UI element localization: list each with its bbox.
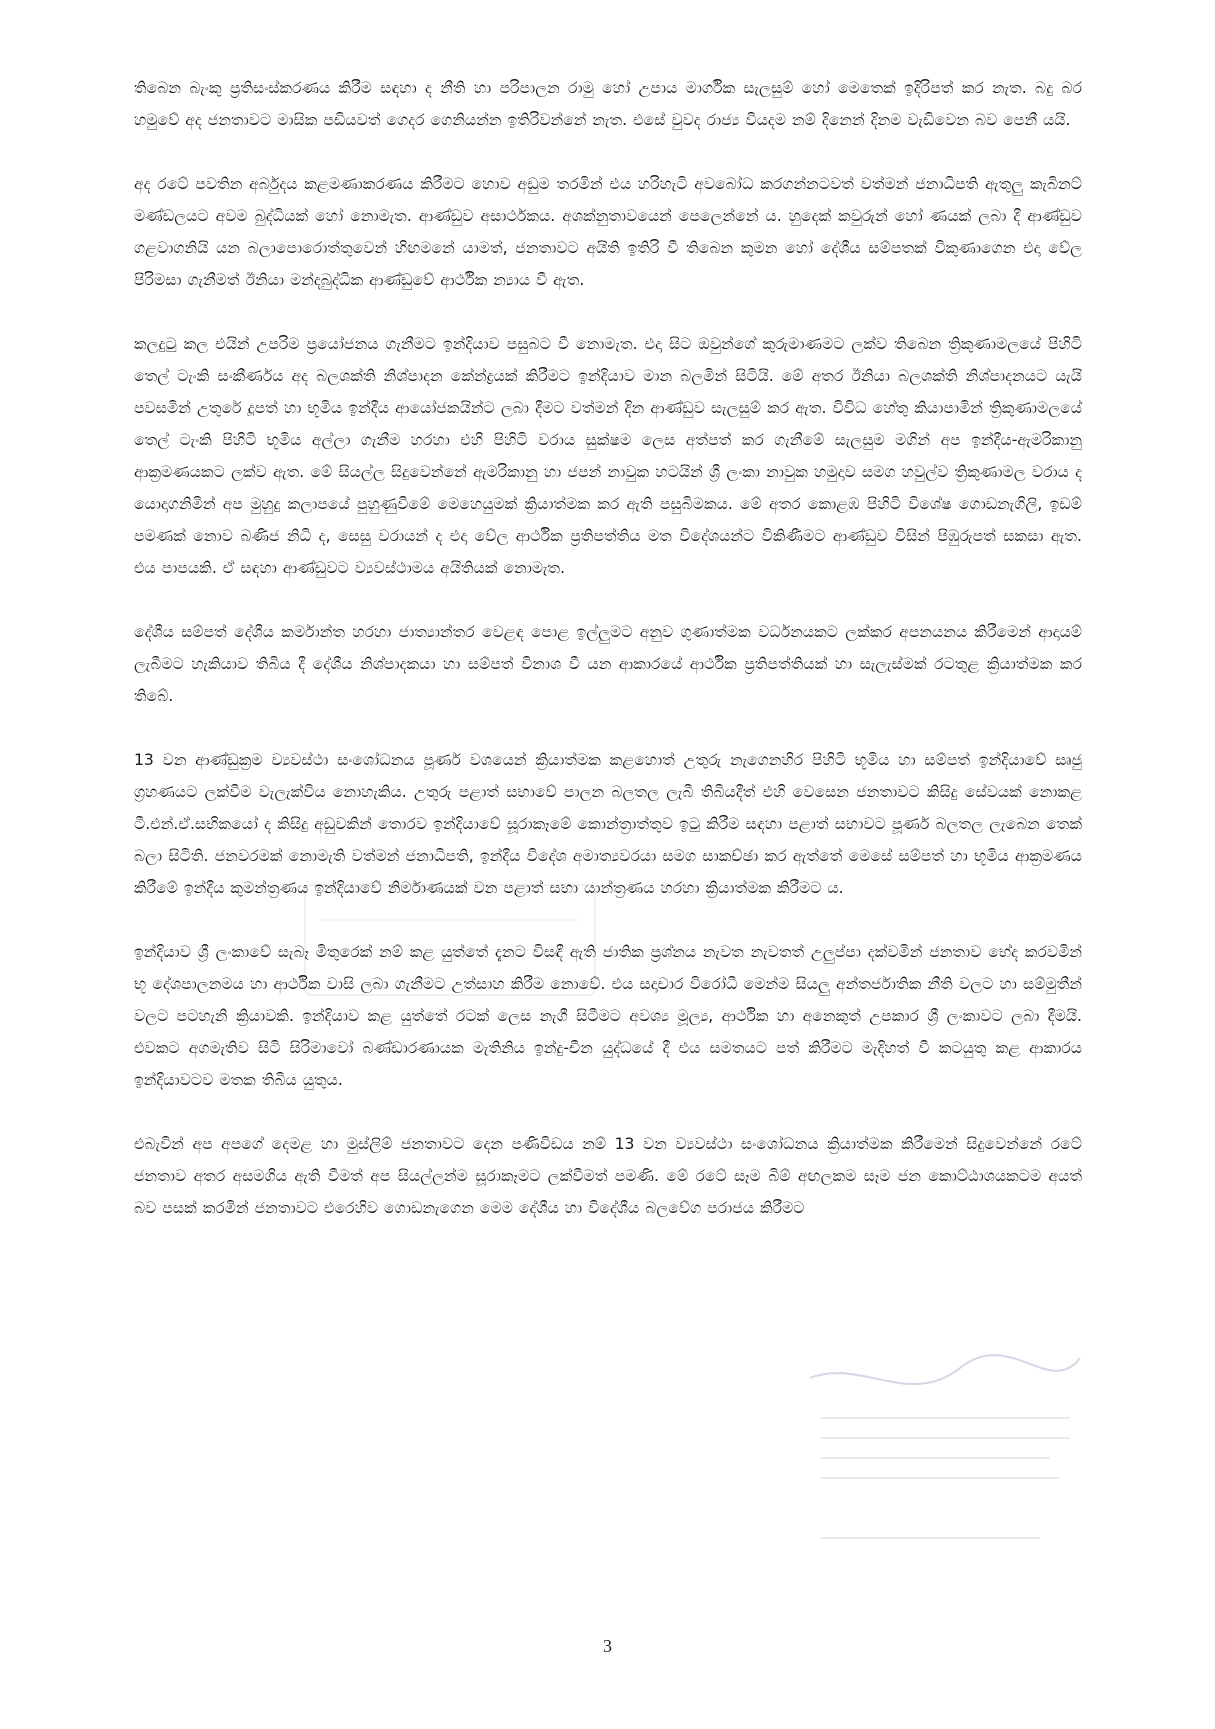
paragraph: තිබෙන බැංකු ප්‍රතිසංස්කරණය කිරීම සඳහා ද නීති හා පරිපාලන රාමු හෝ උපාය මාර්ගික සැලසුම් හෝ මෙතෙක් ඉදිරිපත් කර නැත. බදු බර හමුවේ අද ජනතාවට මාසික පඩියවත් ගෙදර ගෙනියන්න ඉතිරිවන්නේ නැත. එසේ වුවද රාජ්‍ය වියදම නම් දිනෙන් දිනම වැඩිවෙන බව පෙනී යයි. (134, 79, 1082, 129)
paragraph: අද රටේ පවතින අර්බුදය කළමණාකරණය කිරීමට හොව අඩුම තරමින් එය හරිහැටි අවබෝධ කරගන්නටවත් වත්මන් ජනාධිපති ඇතුලු කැබිනට් මණ්ඩලයට අවම බුද්ධියක් හෝ නොමැත. ආණ්ඩුව අසාර්ථකය. අශක්නුතාවයෙන් පෙලෙන්නේ ය. හුදෙක් කවුරුන් හෝ ණයක් ලබා දී ආණ්ඩුව ගළවාගනියි යන බලාපොරොත්තුවෙන් හිඟමනේ යාමත්, ජනතාවට අයිති ඉතිරි වී තිබෙන කුමන හෝ දේශීය සම්පතක් විකුණාගෙන එදා වේල පිරිමසා ගැනීමත් ඊනියා මන්දබුද්ධික ආණ්ඩුවේ ආර්ථික න්‍යාය වී ඇත. (134, 175, 1082, 289)
paragraph: ඉන්දියාව ශ්‍රී ලංකාවේ සැබෑ මිතුරෙක් නම් කළ යුත්තේ දැනට විසඳී ඇති ජාතික ප්‍රශ්නය නැවත නැවතත් උලුප්පා දක්වමින් ජනතාව භේද කරවමින් භූ දේශපාලනමය හා ආර්ථික වාසි ලබා ගැනීමට උත්සාහ කිරීම නොවේ. එය සදාචාර විරෝධී මෙන්ම සියලු අන්තර්ජාතික නීති වලට හා සම්මුතීන් වලට පටහැනි ක්‍රියාවකි. ඉන්දියාව කළ යුත්තේ රටක් ලෙස නැගී සිටීමට අවශ්‍ය මූල්‍ය, ආර්ථික හා අනෙකුත් උපකාර ශ්‍රී ලංකාවට ලබා දීමයි. එවකට අගමැතිව සිටි සිරිමාවෝ බණ්ඩාරණායක මැතිනිය ඉන්දු-චීන යුද්ධයේ දී එය සමතයට පත් කිරීමට මැදිහත් වී කටයුතු කළ ආකාරය ඉන්දියාවටව මතක තිබිය යුතුය. (134, 943, 1082, 1089)
faint-stamp-mark (800, 1338, 1090, 1568)
paragraph: එබැවින් අප අපගේ දෙමළ හා මුස්ලිම් ජනතාවට දෙන පණිවිඩය නම් 13 වන ව්‍යවස්ථා සංශෝධනය ක්‍රියාත්මක කිරීමෙන් සිදුවෙන්නේ රටේ ජනතාව අතර අසමගිය ඇති වීමත් අප සියල්ලන්ම සූරාකෑමට ලක්වීමත් පමණි. මේ රටේ සෑම බිම් අඟලකම සෑම ජන කොට්ඨාශයකටම අයත් බව පසක් කරමින් ජනතාවට එරෙහිව ගොඩනැගෙන මෙම දේශීය හා විදේශීය බලවේග පරාජය කිරීමට (134, 1135, 1082, 1217)
document-body (134, 72, 1082, 1256)
paragraph: දේශීය සම්පත් දේශීය කර්මාන්ත හරහා ජාත්‍යාන්තර වෙළඳ පොළ ඉල්ලුමට අනුව ගුණාත්මක වර්ධනයකට ලක්කර අපනයනය කිරීමෙන් ආදායම් ලැබීමට හැකියාව තිබිය දී දේශීය නිශ්පාදකයා හා සම්පත් විනාශ වී යන ආකාරයේ ආර්ථික ප්‍රතිපත්තියක් හා සැලැස්මක් රටතුළ ක්‍රියාත්මක කර තිබේ. (134, 623, 1082, 705)
page-number: 3 (603, 1636, 612, 1656)
paragraph: කලදුටු කල එයින් උපරිම ප්‍රයෝජනය ගැනීමට ඉන්දියාව පසුබට වී නොමැත. එදා සිට ඔවුන්ගේ කුරුමාණමට ලක්ව තිබෙන ත්‍රිකුණාමලයේ පිහිටි තෙල් ටැංකි සංකීර්ණය අද බලශක්ති නිශ්පාදන කේන්ද්‍රයක් කිරීමට ඉන්දියාව මාන බලමින් සිටියි. මේ අතර ඊනියා බලශක්ති නිශ්පාදනයට යැයි පවසමින් උතුරේ දූපත් හා භූමිය ඉන්දීය ආයෝජකයින්ට ලබා දීමට වත්මන් දින ආණ්ඩුව සැලසුම් කර ඇත. විවිධ හේතු කියාපාමින් ත්‍රිකුණාමලයේ තෙල් ටැංකි පිහිටි භූමිය අල්ලා ගැනීම හරහා එහි පිහිටි වරාය සුක්ෂම ලෙස අත්පත් කර ගැනීමේ සැලසුම මගින් අප ඉන්දීය-ඇමරිකානු ආක්‍රමණයකට ලක්ව ඇත. මේ සියල්ල සිදුවෙන්නේ ඇමරිකානු හා ජපන් නාවුක හටයින් ශ්‍රී ලංකා නාවුක හමුදාව සමග හවුල්ව ත්‍රිකුණාමල වරාය ද යොදාගනිමින් අප මුහුදු කලාපයේ පුහුණුවීමේ මෙහෙයුමක් ක්‍රියාත්මක කර ඇති පසුබිමකය. මේ අතර කොළඹ පිහිටි විශේෂ ගොඩනැගිලි, ඉඩම් පමණක් නොව බණිජ නිධි ද, සෙසු වරායන් ද එදා වේල ආර්ථික ප්‍රතිපත්තිය මත විදේශයන්ට විකිණීමට ආණ්ඩුව විසින් පිඹුරුපත් සකසා ඇත. එය පාපයකි. ඒ සඳහා ආණ්ඩුවට ව්‍යවස්ථාමය අයිතියක් නොමැත. (134, 335, 1082, 577)
paragraph: 13 වන ආණ්ඩුක්‍රම ව්‍යවස්ථා සංශෝධනය පූර්ණ වශයෙන් ක්‍රියාත්මක කළහොත් උතුරු නැගෙනහිර පිහිටි භූමිය හා සම්පත් ඉන්දියාවේ සෘජු ග්‍රහණයට ලක්වීම වැලැක්විය නොහැකිය. උතුරු පළාත් සභාවේ පාලන බලතල ලැබී තිබියදීත් එහි වෙසෙන ජනතාවට කිසිදු සේවයක් නොකළ ටී.එන්.ඒ.සභිකයෝ ද කිසිදු අඩුවකින් තොරව ඉන්දියාවේ සූරාකෑමේ කොන්ත්‍රාත්තුව ඉටු කිරීම සඳහා පළාත් සභාවට පූර්ණ බලතල ලැබෙන තෙක් බලා සිටිති. ජනවරමක් නොමැති වත්මන් ජනාධිපති, ඉන්දීය විදේශ අමාත්‍යවරයා සමග සාකච්ඡා කර ඇත්තේ මෙසේ සම්පත් හා භූමිය ආක්‍රමණය කිරීමේ ඉන්දීය කුමන්ත්‍රණය ඉන්දියාවේ නිර්මාණයක් වන පළාත් සභා යාන්ත්‍රණය හරහා ක්‍රියාත්මක කිරීමට ය. (134, 751, 1082, 897)
